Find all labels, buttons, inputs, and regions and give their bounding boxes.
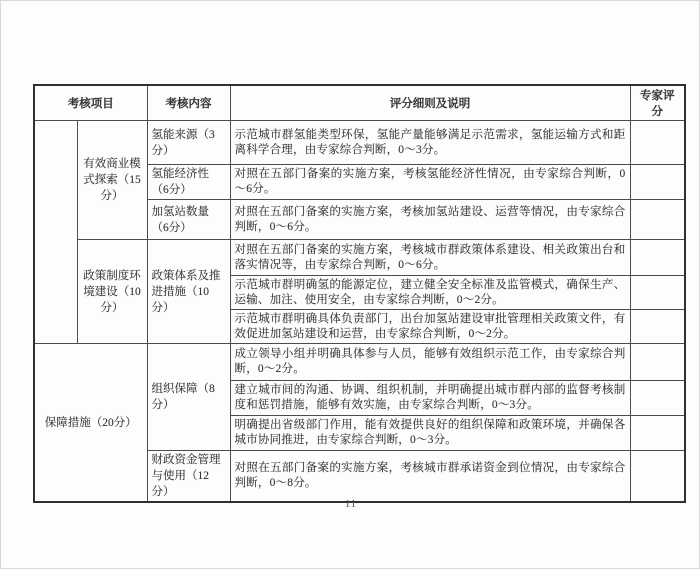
expert-score-cell [630, 344, 685, 381]
content-cell-fiscal-funds: 财政资金管理与使用（12分） [147, 451, 230, 503]
table-row [34, 240, 685, 276]
criteria-cell: 建立城市间的沟通、协调、组织机制，并明确提出城市群内部的监督考核制度和惩罚措施，能够有效实施，由专家综合判断，0～3分。 [230, 381, 630, 416]
criteria-cell: 示范城市群明确具体负责部门，出台加氢站建设审批管理相关政策文件，有效促进加氢站建设和运营，由专家综合判断，0～2分。 [230, 310, 630, 344]
criteria-cell: 示范城市群明确氢的能源定位，建立健全安全标准及监管模式，确保生产、运输、加注、使用安全，由专家综合判断，0～2分。 [230, 276, 630, 310]
table-row [34, 121, 685, 165]
project-empty-strip-cell [34, 121, 77, 344]
expert-score-cell [630, 416, 685, 451]
page-number: 11 [344, 499, 358, 510]
expert-score-cell [630, 310, 685, 344]
expert-score-cell [630, 200, 685, 240]
criteria-cell: 成立领导小组并明确具体参与人员，能够有效组织示范工作，由专家综合判断，0～2分。 [230, 344, 630, 381]
header-criteria: 评分细则及说明 [230, 85, 630, 121]
criteria-cell: 对照在五部门备案的实施方案，考核城市群政策体系建设、相关政策出台和落实情况等，由专家综合判断，0～6分。 [230, 240, 630, 276]
expert-score-cell [630, 165, 685, 200]
expert-score-cell [630, 276, 685, 310]
content-cell-policy-system: 政策体系及推进措施（10分） [147, 240, 230, 344]
criteria-cell: 对照在五部门备案的实施方案，考核城市群承诺资金到位情况，由专家综合判断，0～8分。 [230, 451, 630, 503]
criteria-cell: 对照在五部门备案的实施方案，考核氢能经济性情况，由专家综合判断，0～6分。 [230, 165, 630, 200]
header-content: 考核内容 [147, 85, 230, 121]
header-row [34, 85, 685, 121]
project-cell-business-model: 有效商业模式探索（15分） [77, 121, 147, 240]
criteria-cell: 明确提出省级部门作用，能有效提供良好的组织保障和政策环境，并确保各城市协同推进，由专家综合判断，0～3分。 [230, 416, 630, 451]
content-cell-organizational-support: 组织保障（8分） [147, 344, 230, 451]
evaluation-table [33, 84, 686, 503]
table-row [34, 344, 685, 381]
project-cell-safeguards: 保障措施（20分） [34, 344, 147, 503]
content-cell-refueling-stations: 加氢站数量（6分） [147, 200, 230, 240]
project-cell-policy-environment: 政策制度环境建设（10分） [77, 240, 147, 344]
content-cell-hydrogen-economy: 氢能经济性（6分） [147, 165, 230, 200]
expert-score-cell [630, 240, 685, 276]
expert-score-cell [630, 121, 685, 165]
content-cell-hydrogen-source: 氢能来源（3分） [147, 121, 230, 165]
document-page [1, 1, 699, 568]
expert-score-cell [630, 381, 685, 416]
header-expert-score: 专家评分 [630, 85, 685, 121]
header-project: 考核项目 [34, 85, 147, 121]
criteria-cell: 示范城市群氢能类型环保，氢能产量能够满足示范需求，氢能运输方式和距离科学合理，由专家综合判断，0～3分。 [230, 121, 630, 165]
criteria-cell: 对照在五部门备案的实施方案，考核加氢站建设、运营等情况，由专家综合判断，0～6分。 [230, 200, 630, 240]
expert-score-cell [630, 451, 685, 503]
